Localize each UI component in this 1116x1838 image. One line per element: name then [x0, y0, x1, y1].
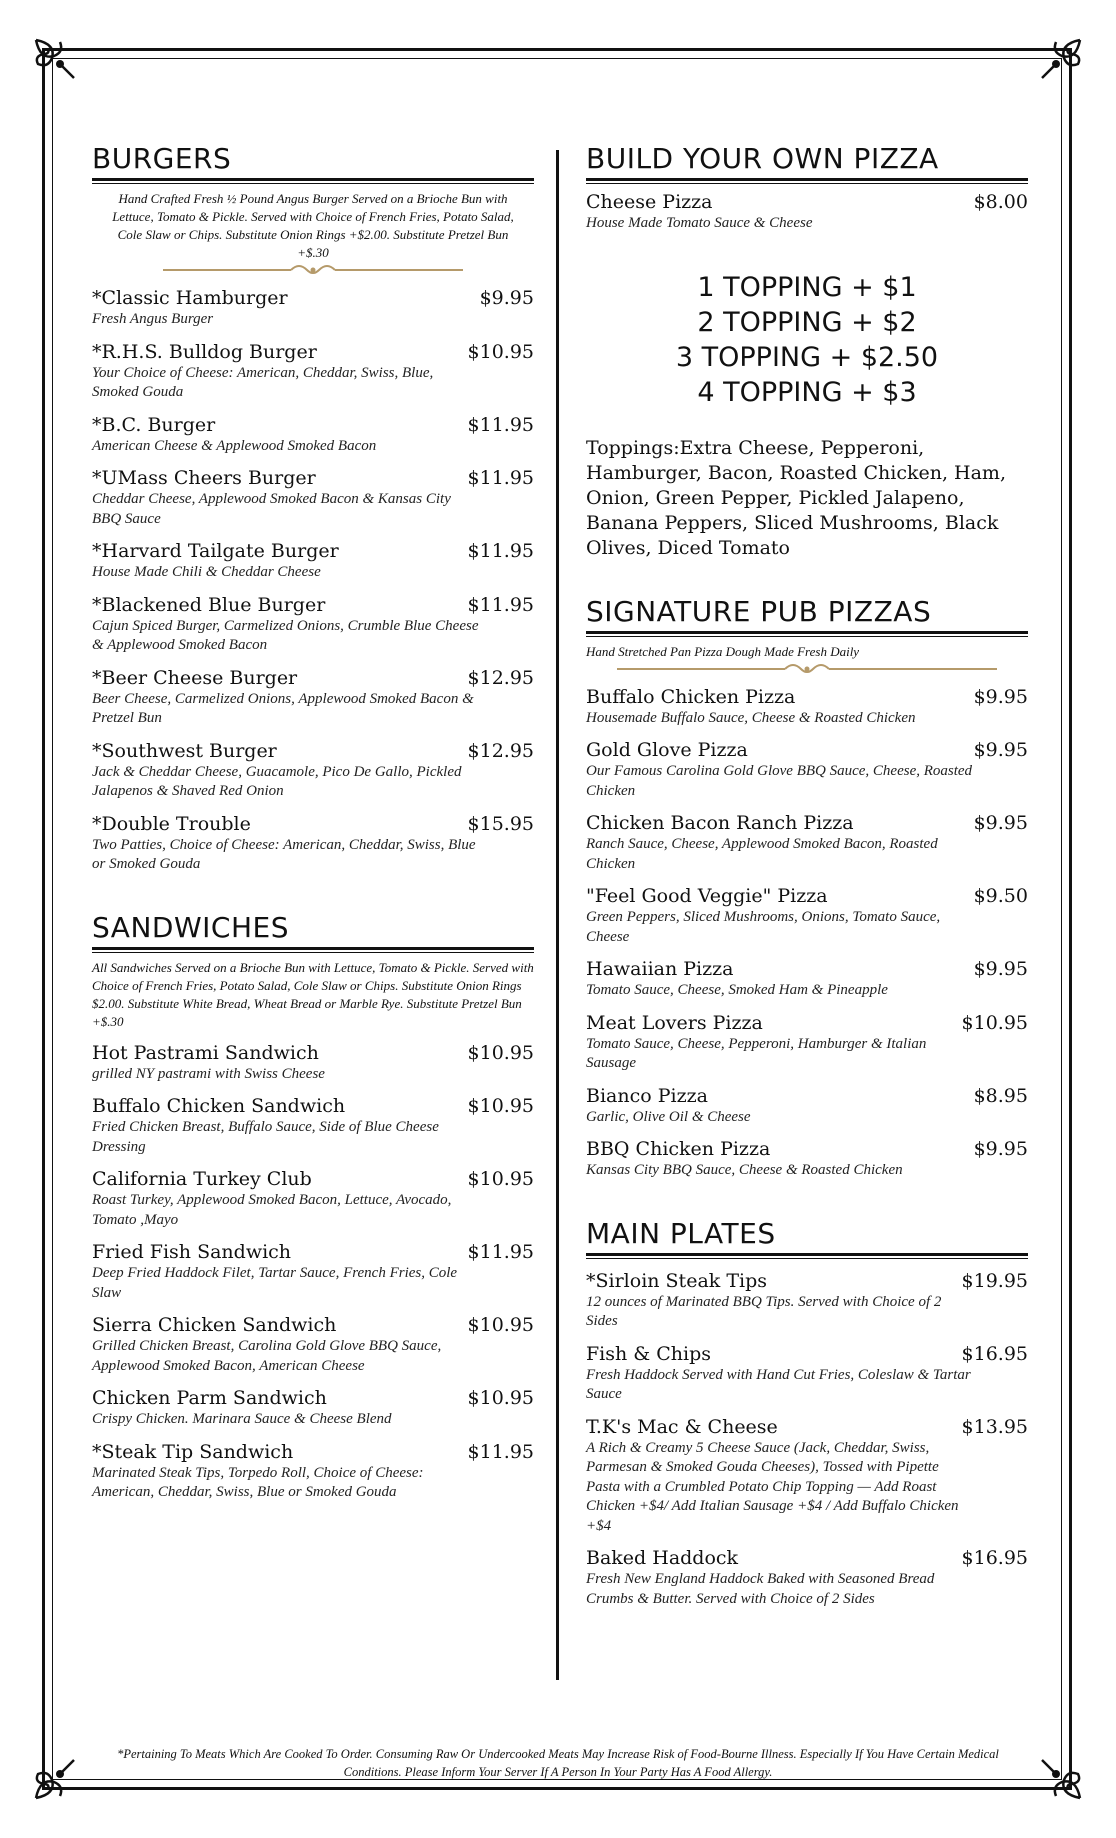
section-title-sandwiches: SANDWICHES [92, 910, 289, 944]
section-rule [92, 178, 534, 184]
item-name: *R.H.S. Bulldog Burger [92, 340, 317, 363]
menu-item [586, 1415, 1028, 1537]
item-name: *Steak Tip Sandwich [92, 1440, 294, 1463]
menu-item [586, 1269, 1028, 1332]
item-price: $10.95 [961, 1011, 1028, 1034]
menu-item [92, 1386, 534, 1430]
topping-price-tiers [586, 270, 1028, 410]
item-name: Meat Lovers Pizza [586, 1011, 763, 1034]
item-name: *Southwest Burger [92, 739, 277, 762]
item-name: Buffalo Chicken Pizza [586, 685, 796, 708]
item-description: Roast Turkey, Applewood Smoked Bacon, Lettuce, Avocado, Tomato ,Mayo [92, 1192, 452, 1228]
topping-tier: 2 TOPPING + $2 [697, 306, 917, 338]
item-name: Chicken Parm Sandwich [92, 1387, 327, 1409]
item-name: "Feel Good Veggie" Pizza [586, 885, 828, 907]
corner-ornament-icon [30, 34, 82, 86]
corner-ornament-icon [30, 1752, 82, 1804]
menu-item [586, 884, 1028, 947]
item-price: $8.00 [973, 191, 1028, 213]
item-description: Garlic, Olive Oil & Cheese [586, 1108, 751, 1125]
item-name: *Double Trouble [92, 812, 251, 835]
item-price: $10.95 [467, 1168, 534, 1190]
topping-tier: 3 TOPPING + $2.50 [675, 341, 939, 373]
item-name: Baked Haddock [586, 1547, 739, 1569]
menu-item [586, 685, 1028, 729]
main-plates-section [586, 1217, 1028, 1610]
section-title-signature-pizzas: SIGNATURE PUB PIZZAS [586, 594, 932, 628]
signature-description: Hand Stretched Pan Pizza Dough Made Fresh Daily [586, 643, 860, 659]
item-name: *Sirloin Steak Tips [586, 1269, 767, 1292]
item-name: T.K's Mac & Cheese [586, 1415, 778, 1438]
corner-ornament-icon [1034, 34, 1086, 86]
item-price: $11.95 [467, 1440, 534, 1463]
toppings-list: Toppings:Extra Cheese, Pepperoni, Hamburger, Bacon, Roasted Chicken, Ham, Onion, Green Pepper, Pickled Jalapeno, Banana Peppers, Sliced Mushrooms, Black Olives, Diced Tomato [586, 436, 1006, 559]
topping-tier: 1 TOPPING + $1 [697, 271, 917, 303]
item-description: Beer Cheese, Carmelized Onions, Applewood Smoked Bacon & Pretzel Bun [92, 690, 474, 726]
menu-item [586, 190, 1028, 234]
menu-item [92, 466, 534, 529]
item-description: Ranch Sauce, Cheese, Applewood Smoked Bacon, Roasted Chicken [586, 836, 938, 872]
item-price: $9.95 [973, 685, 1028, 708]
menu-item [586, 1342, 1028, 1405]
item-name: California Turkey Club [92, 1168, 312, 1190]
item-price: $15.95 [467, 812, 534, 835]
item-name: *Harvard Tailgate Burger [92, 540, 339, 562]
item-name: *Beer Cheese Burger [92, 666, 298, 689]
menu-item [92, 1440, 534, 1503]
item-name: Sierra Chicken Sandwich [92, 1314, 337, 1336]
section-title-build-pizza: BUILD YOUR OWN PIZZA [586, 142, 939, 175]
item-description: Cajun Spiced Burger, Carmelized Onions, Crumble Blue Cheese & Applewood Smoked Bacon [92, 617, 479, 653]
item-description: Green Peppers, Sliced Mushrooms, Onions, Tomato Sauce, Cheese [586, 909, 941, 945]
item-description: Deep Fried Haddock Filet, Tartar Sauce, French Fries, Cole Slaw [92, 1265, 458, 1301]
item-price: $10.95 [467, 1095, 534, 1117]
menu-item [586, 1084, 1028, 1128]
item-price: $10.95 [467, 1387, 534, 1409]
item-name: Buffalo Chicken Sandwich [92, 1095, 346, 1117]
sandwiches-description: All Sandwiches Served on a Brioche Bun with Lettuce, Tomato & Pickle. Served with Choice of French Fries, Potato Salad, Cole Slaw or Chips. Substitute Onion Rings $2.00. Substitute White Bread, Wheat Bread or Marble Rye. Substitute Pretzel Bun +$.30 [92, 959, 534, 1029]
item-description: Marinated Steak Tips, Torpedo Roll, Choice of Cheese: American, Cheddar, Swiss, Blue or Smoked Gouda [92, 1464, 424, 1500]
item-description: Your Choice of Cheese: American, Cheddar, Swiss, Blue, Smoked Gouda [92, 364, 434, 400]
burgers-list [92, 286, 534, 875]
item-price: $8.95 [973, 1084, 1028, 1107]
item-description: Grilled Chicken Breast, Carolina Gold Glove BBQ Sauce, Applewood Smoked Bacon, American Cheese [92, 1338, 442, 1374]
item-description: Jack & Cheddar Cheese, Guacamole, Pico De Gallo, Pickled Jalapenos & Shaved Red Onion [92, 763, 462, 799]
menu-item [92, 286, 534, 330]
item-price: $11.95 [467, 593, 534, 616]
item-name: Chicken Bacon Ranch Pizza [586, 812, 854, 834]
menu-item [92, 1313, 534, 1376]
item-description: Tomato Sauce, Cheese, Pepperoni, Hamburger & Italian Sausage [586, 1035, 927, 1071]
sandwiches-section [92, 911, 534, 1503]
menu-item [586, 1546, 1028, 1609]
item-price: $16.95 [961, 1342, 1028, 1365]
item-name: Fried Fish Sandwich [92, 1241, 292, 1263]
menu-item [92, 1240, 534, 1303]
menu-item [92, 413, 534, 457]
item-price: $10.95 [467, 1041, 534, 1064]
item-price: $9.95 [973, 812, 1028, 834]
item-price: $9.95 [973, 739, 1028, 761]
flourish-icon [617, 663, 997, 675]
topping-tier: 4 TOPPING + $3 [697, 376, 917, 408]
item-description: Tomato Sauce, Cheese, Smoked Ham & Pineapple [586, 982, 888, 998]
item-description: Fresh Angus Burger [92, 311, 214, 327]
menu-item [92, 666, 534, 729]
item-price: $11.95 [467, 413, 534, 436]
menu-item [92, 340, 534, 403]
menu-item [92, 812, 534, 875]
item-name: Fish & Chips [586, 1342, 712, 1365]
left-column [92, 142, 534, 1527]
build-pizza-section [586, 142, 1028, 561]
item-name: Cheese Pizza [586, 191, 713, 213]
item-description: American Cheese & Applewood Smoked Bacon [92, 437, 377, 454]
allergy-footnote: *Pertaining To Meats Which Are Cooked To Order. Consuming Raw Or Undercooked Meats May Increase Risk of Food-Bourne Illness. Especially If You Have Certain Medical Conditions. Please Inform Your Server If A Person In Your Party Has A Food Allergy. [117, 1747, 999, 1779]
menu-item [92, 1167, 534, 1230]
item-name: *B.C. Burger [92, 413, 216, 436]
section-title-main-plates: MAIN PLATES [586, 1216, 776, 1250]
item-price: $16.95 [961, 1547, 1028, 1569]
item-description: Cheddar Cheese, Applewood Smoked Bacon & Kansas City BBQ Sauce [92, 491, 451, 527]
item-description: Fresh Haddock Served with Hand Cut Fries, Coleslaw & Tartar Sauce [586, 1366, 971, 1402]
item-price: $11.95 [467, 467, 534, 489]
item-price: $11.95 [467, 1241, 534, 1263]
item-price: $10.95 [467, 340, 534, 363]
corner-ornament-icon [1034, 1752, 1086, 1804]
item-name: *Classic Hamburger [92, 287, 288, 309]
item-price: $9.95 [973, 958, 1028, 980]
menu-item [92, 539, 534, 583]
menu-item [92, 1094, 534, 1157]
item-description: House Made Tomato Sauce & Cheese [586, 215, 813, 231]
item-price: $9.95 [479, 287, 534, 309]
signature-pizzas-section [586, 595, 1028, 1181]
item-name: BBQ Chicken Pizza [586, 1138, 771, 1160]
item-price: $13.95 [961, 1415, 1028, 1438]
flourish-icon [163, 264, 463, 276]
item-name: Gold Glove Pizza [586, 739, 748, 761]
item-description: A Rich & Creamy 5 Cheese Sauce (Jack, Cheddar, Swiss, Parmesan & Smoked Gouda Cheeses), Tossed with Pipette Pasta with a Crumbled Potato Chip Topping — Add Roast Chicken +$4/ Add Italian Sausage +$4 / Add Buffalo Chicken +$4 [586, 1439, 959, 1534]
main-plates-list [586, 1269, 1028, 1610]
signature-list [586, 685, 1028, 1181]
section-rule [92, 947, 534, 953]
item-price: $19.95 [961, 1269, 1028, 1292]
item-name: *UMass Cheers Burger [92, 467, 316, 489]
menu-item [586, 738, 1028, 801]
item-price: $11.95 [467, 540, 534, 562]
item-name: *Blackened Blue Burger [92, 593, 326, 616]
item-name: Hawaiian Pizza [586, 958, 734, 980]
burgers-section [92, 142, 534, 875]
section-rule [586, 178, 1028, 184]
column-divider [556, 150, 559, 1680]
item-description: Kansas City BBQ Sauce, Cheese & Roasted Chicken [586, 1162, 903, 1178]
item-description: Crispy Chicken. Marinara Sauce & Cheese Blend [92, 1411, 392, 1427]
section-rule [586, 631, 1028, 637]
menu-item [586, 1137, 1028, 1181]
item-description: Fresh New England Haddock Baked with Seasoned Bread Crumbs & Butter. Served with Choice of 2 Sides [586, 1571, 935, 1607]
right-column [586, 142, 1028, 1633]
item-price: $12.95 [467, 666, 534, 689]
menu-item [586, 957, 1028, 1001]
burgers-description: Hand Crafted Fresh ½ Pound Angus Burger Served on a Brioche Bun with Lettuce, Tomato & Pickle. Served with Choice of French Fries, Potato Salad, Cole Slaw or Chips. Substitute Onion Rings +$2.00. Substitute Pretzel Bun +$.30 [112, 191, 514, 260]
menu-item [92, 739, 534, 802]
item-description: Two Patties, Choice of Cheese: American, Cheddar, Swiss, Blue or Smoked Gouda [92, 836, 476, 872]
section-title-burgers: BURGERS [92, 142, 232, 175]
item-price: $9.50 [973, 885, 1028, 907]
menu-item [92, 1041, 534, 1085]
item-name: Bianco Pizza [586, 1084, 708, 1107]
section-rule [586, 1253, 1028, 1259]
item-description: House Made Chili & Cheddar Cheese [92, 564, 321, 580]
item-description: grilled NY pastrami with Swiss Cheese [92, 1065, 325, 1082]
menu-item [586, 1011, 1028, 1074]
item-price: $9.95 [973, 1138, 1028, 1160]
item-description: Housemade Buffalo Sauce, Cheese & Roasted Chicken [586, 709, 916, 726]
item-price: $10.95 [467, 1314, 534, 1336]
menu-item [586, 811, 1028, 874]
item-description: Our Famous Carolina Gold Glove BBQ Sauce, Cheese, Roasted Chicken [586, 763, 973, 799]
item-name: Hot Pastrami Sandwich [92, 1041, 319, 1064]
item-description: Fried Chicken Breast, Buffalo Sauce, Side of Blue Cheese Dressing [92, 1119, 439, 1155]
item-price: $12.95 [467, 739, 534, 762]
item-description: 12 ounces of Marinated BBQ Tips. Served with Choice of 2 Sides [586, 1293, 942, 1329]
sandwiches-list [92, 1041, 534, 1503]
menu-item [92, 593, 534, 656]
